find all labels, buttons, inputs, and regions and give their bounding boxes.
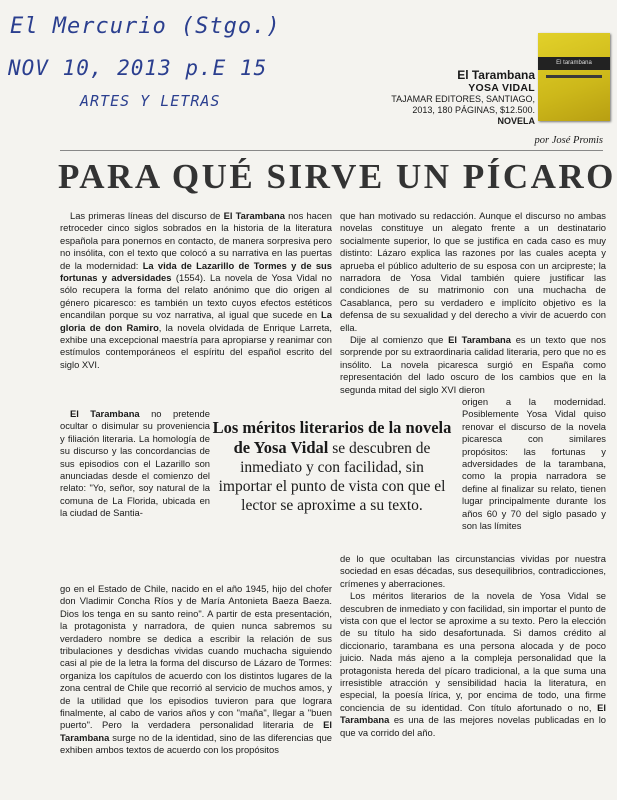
paragraph: go en el Estado de Chile, nacido en el año 1945, hijo del chofer don Vladimir Concha Ríos y de María Antonieta Baeza Baeza. Dios los tenga en su santo reino". A partir de esta presentación, la protagonista y narradora, de quien nunca sabremos su verdadero nombre se dedica a escribir la relación de sus tribulaciones y desdichas vividas cuando muchacha siguiendo casi al pie de la letra la forma del discurso de Lázaro de Tormes: organiza los capítulos de acuerdo con los distintos lugares de la zona central de Chile que recorrió al servicio de muchos amos, y de la utilidad que los episodios tuvieron para que lograra finalmente, al cabo de varios años y con "maña", llegar a "buen puerto". Pero la verdadera personalidad literaria de El Tarambana surge no de la identidad, sino de las diferencias que exhiben ambos textos de acuerdo con los propósitos (60, 583, 332, 756)
paragraph: de lo que ocultaban las circunstancias vividas por nuestra sociedad en esas décadas, sus desequilibrios, contradicciones, crímenes y aberraciones. (340, 553, 606, 589)
article-col2-mid (462, 396, 606, 532)
article-col2-top (340, 210, 606, 396)
book-cover-image (538, 33, 610, 121)
pull-quote (212, 418, 452, 515)
article-col1-bottom (60, 583, 332, 757)
paragraph: que han motivado su redacción. Aunque el discurso no ambas novelas constituye un alegato frente a un destinatario socialmente superior, lo que se justifica en cada caso es muy distinto: Lázaro explica las razones por las cuales acepta y aprueba el público adulterio de su esposa con un arcipreste; la narradora de Yosa Vidal también quiere justificar las condiciones de su matrimonio con una muchacha de Casablanca, pero su verdadero e implícito objetivo es la defensa de su sexualidad y del derecho a vivir de acuerdo con ella. (340, 210, 606, 333)
paragraph: Las primeras líneas del discurso de El Tarambana nos hacen retroceder cinco siglos sobrados en la historia de la literatura española para ponernos en contacto, de manera sorpresiva pero no insólita, con el texto que colocó a su narrativa en las puertas de la modernidad: La vida de Lazarillo de Tormes y de sus fortunas y adversidades (1554). La novela de Yosa Vidal no sólo recupera la forma del relato anónimo que dio origen al género picaresco: es también un texto cuyos efectos estéticos encandilan porque su voz narrativa, al igual que sucede en La gloria de don Ramiro, la novela olvidada de Enrique Larreta, exhibe una excepcional maestría para apropiarse y reanimar con estímulos contemporáneos el espíritu del español escrito del siglo XVI. (60, 210, 333, 370)
handwritten-section: ARTES Y LETRAS (80, 92, 221, 110)
headline: PARA QUÉ SIRVE UN PÍCARO (58, 157, 616, 196)
pull-quote-line1: Los méritos literarios de la novela de Yosa Vidal (212, 418, 452, 457)
paragraph: El Tarambana no pretende ocultar o disimular su proveniencia y filiación literaria. La homología de su discurso y las concordancias de sus episodios con el Lazarillo son anunciadas desde el comienzo del relato: "Yo, señor, soy natural de la comuna de La Florida, ubicada en la ciudad de Santia- (60, 408, 210, 519)
handwritten-source: El Mercurio (Stgo.) (10, 14, 281, 39)
book-author: YOSA VIDAL (468, 82, 535, 94)
article-col1-mid (60, 408, 210, 520)
book-genre: NOVELA (497, 116, 535, 126)
book-title: El Tarambana (457, 68, 535, 82)
book-info (315, 68, 535, 126)
paragraph: Los méritos literarios de la novela de Yosa Vidal se descubren de inmediato y con facilidad, sin importar el punto de vista con que el lector se aproxime a su texto. Pero la elección de su título ha sido desafortunada. Si damos crédito al diccionario, tarambana es una persona alocada y de poco juicio. Nada más ajeno a la compleja personalidad que la protagonista hereda del pícaro tradicional, a la que suma una irresistible atracción y sensibilidad hacia la literatura, en especial, la poesía lírica, y, por encima de todo, una firme conciencia de su identidad. Con título afortunado o no, El Tarambana es una de las mejores novelas publicadas en lo que va corrido del año. (340, 590, 606, 738)
article-col2-bottom (340, 553, 606, 739)
book-cover-label: El tarambana (556, 60, 592, 66)
handwritten-date: NOV 10, 2013 p.E 15 (8, 56, 268, 80)
book-publisher: TAJAMAR EDITORES, SANTIAGO, (391, 94, 535, 104)
paragraph: Dije al comienzo que El Tarambana es un texto que nos sorprende por su extraordinaria calidad literaria, pero que no es insólito. La novela picaresca surgió en España como representación del lado oscuro de los cambios que en la segunda mitad del siglo XVI dieron (340, 334, 606, 395)
book-details: 2013, 180 PÁGINAS, $12.500. (412, 105, 535, 115)
pull-quote-line2: se descubren de inmediato y con facilidad, sin importar el punto de vista con que el lector se aproxime a su texto. (218, 440, 446, 514)
article-col1-top (60, 210, 332, 371)
divider (60, 150, 603, 151)
byline: por José Promis (534, 135, 603, 146)
paragraph: origen a la modernidad. Posiblemente Yosa Vidal quiso renovar el discurso de la novela picaresca con similares propósitos: las fortunas y adversidades de la tarambana, como la propia narradora se define al finalizar su relato, tienen lugar principalmente durante los años 60 y 70 del siglo pasado y son las límites (462, 396, 606, 532)
